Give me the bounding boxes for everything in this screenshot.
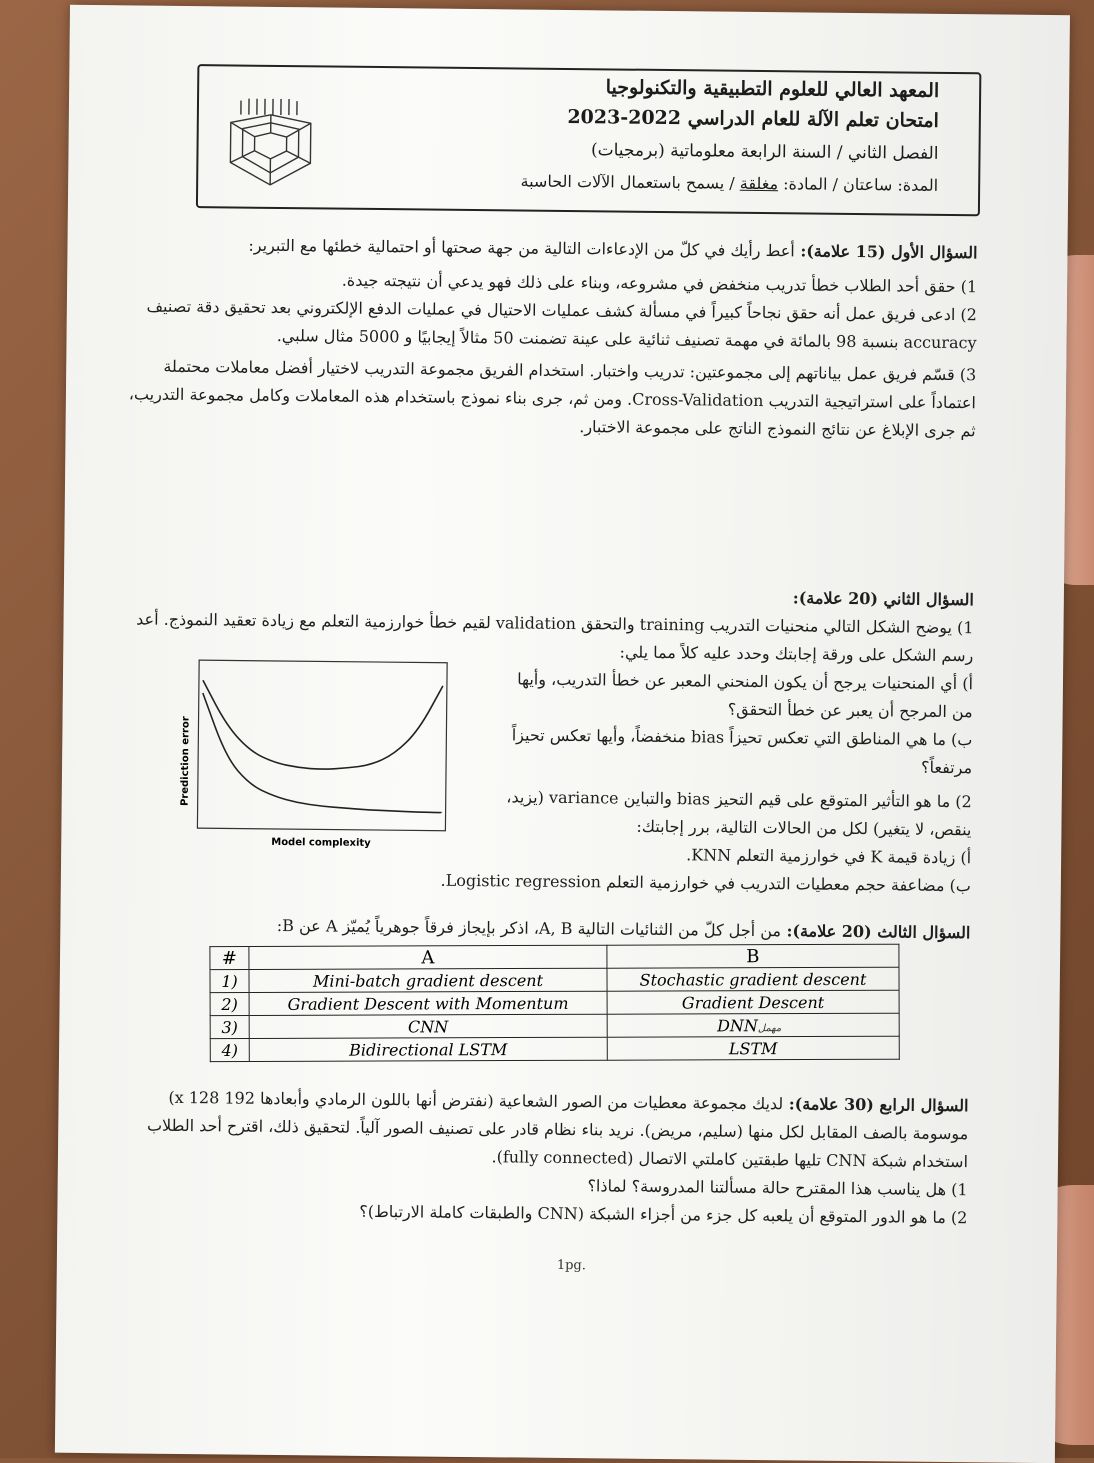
- q1-intro: أعط رأيك في كلّ من الإدعاءات التالية من جهة صحتها أو احتمالية خطئها مع التبرير:: [248, 236, 795, 261]
- table-header-row: [210, 944, 899, 969]
- chart-frame: [197, 660, 447, 831]
- table-cell-num: 4): [210, 1038, 249, 1061]
- chart-series-line-1: [202, 680, 443, 770]
- q2-heading: السؤال الثاني (20 علامة):: [114, 577, 974, 614]
- question-1: [116, 230, 978, 445]
- q2-item-2: 2) ما هو التأثير المتوقع على قيم التحيز bias والتباين variance (يزيد، ينقص، لا يتغير) لكل من الحالات التالية، برر إجابتك:: [501, 783, 972, 844]
- q4-item-1: 1) هل يناسب هذا المقترح حالة مسألتنا المدروسة؟ لماذا؟: [108, 1167, 968, 1204]
- exam-title: امتحان تعلم الآلة للعام الدراسي 2022-2023: [567, 106, 939, 132]
- duration-prefix: المدة: ساعتان / المادة:: [778, 174, 938, 195]
- q2-sub2-a: أ) زيادة قيمة K في خوارزمية التعلم KNN.: [501, 839, 971, 872]
- table-cell-num: 2): [210, 992, 249, 1015]
- question-3-intro: [110, 910, 970, 947]
- q2-subitems: [501, 665, 973, 872]
- table-cell-a: Bidirectional LSTM: [249, 1037, 607, 1061]
- page-number: 1pg.: [557, 1258, 586, 1273]
- table-cell-b: LSTM: [607, 1036, 899, 1060]
- table-header-b: B: [607, 944, 899, 968]
- table-cell-num: 3): [210, 1015, 249, 1038]
- comparison-table: [209, 944, 899, 1062]
- q2-sub-a: أ) أي المنحنيات يرجح أن يكون المنحني المعبر عن خطأ التدريب، وأيها من المرجح أن يعبر عن خطأ التحقق؟: [503, 665, 974, 726]
- chart-y-label: Prediction error: [180, 716, 192, 806]
- table-cell-a: Gradient Descent with Momentum: [249, 991, 607, 1015]
- q2-sub2-b: ب) مضاعفة حجم معطيات التدريب في خوارزمية التعلم Logistic regression.: [111, 863, 971, 900]
- duration-line: [520, 171, 938, 194]
- table-cell-b-text: DNN: [717, 1016, 758, 1035]
- institute-logo: [220, 92, 321, 193]
- q4-heading: السؤال الرابع (30 علامة):: [783, 1094, 969, 1115]
- exam-paper: [55, 5, 1070, 1463]
- q2-item-1: 1) يوضح الشكل التالي منحنيات التدريب training والتحقق validation لقيم خطأ خوارزمية التعلم مع زيادة تعقيد النموذج. أعد رسم الشكل على ورقة إجابتك وحدد عليه كلاً مما يلي:: [113, 605, 974, 670]
- table-cell-b: Gradient Descent: [607, 990, 899, 1014]
- q1-item-3: 3) قسّم فريق عمل بياناتهم إلى مجموعتين: تدريب واختبار. استخدام الفريق مجموعة التدريب لاختيار أفضل معاملات محتملة اعتماداً على استراتيجية التدريب Cross-Validation. ومن ثم، جرى بناء نموذج باستخدام هذه المعاملات وكامل مجموعة التدريب، ثم جرى الإبلاغ عن نتائج النموذج الناتج على مجموعة الاختبار.: [116, 352, 977, 445]
- exam-header-box: [196, 64, 981, 216]
- table-cell-b: [607, 1013, 899, 1037]
- q3-heading: السؤال الثالث (20 علامة):: [781, 921, 971, 942]
- table-row: [210, 1036, 899, 1061]
- table-row: [210, 967, 899, 992]
- semester-line: الفصل الثاني / السنة الرابعة معلوماتية (برمجيات): [591, 140, 939, 164]
- duration-suffix: / يسمح باستعمال الآلات الحاسبة: [520, 171, 739, 192]
- chart-svg: [179, 656, 451, 839]
- q1-item-1: 1) حقق أحد الطلاب خطأ تدريب منخفض في مشروعه، وبناء على ذلك فهو يدعي أن نتيجته جيدة.: [117, 264, 977, 301]
- table-cell-num: 1): [210, 969, 249, 992]
- duration-closed: مغلقة: [740, 174, 778, 193]
- table-header-a: A: [249, 945, 607, 969]
- table-header-num: #: [210, 946, 249, 969]
- table-cell-a: Mini-batch gradient descent: [249, 968, 607, 992]
- q3-intro: من أجل كلّ من الثنائيات التالية A, B، اذكر بإيجاز فرقاً جوهرياً يُميّز A عن B:: [277, 916, 781, 940]
- error-curve-chart: [179, 656, 451, 859]
- q1-heading: السؤال الأول (15 علامة):: [795, 241, 978, 262]
- table-row: [210, 1013, 899, 1038]
- chart-series-line-2: [202, 693, 443, 813]
- chart-x-label: Model complexity: [271, 837, 371, 849]
- table-cell-a: CNN: [249, 1014, 607, 1038]
- handwritten-note: مهمل: [758, 1023, 781, 1034]
- q4-intro: لديك مجموعة معطيات من الصور الشعاعية (نفترض أنها باللون الرمادي وأبعادها 192 x 128) موسومة بالصف المقابل لكل منها (سليم، مريض). نريد بناء نظام قادر على تصنيف الصور آلياً. لتحقيق ذلك، اقترح أحد الطلاب استخدام شبكة CNN تليها طبقتين كاملتي الاتصال (fully connected).: [147, 1088, 968, 1171]
- table-cell-b: Stochastic gradient descent: [607, 967, 899, 991]
- q1-intro-line: [117, 230, 977, 267]
- q2-sub-b: ب) ما هي المناطق التي تعكس تحيزاً bias منخفضاً، وأيها تعكس تحيزاً مرتفعاً؟: [502, 721, 973, 782]
- q1-item-2: 2) ادعى فريق عمل أنه حقق نجاحاً كبيراً في مسألة كشف عمليات الاحتيال في عمليات الدفع الإلكتروني بعد تحقيق دقة تصنيف accuracy بنسبة 98 بالمائة في مهمة تصنيف ثنائية على عينة تضمنت 50 مثالاً إيجابيًا و 5000 مثال سلبي.: [116, 292, 977, 357]
- institute-name: المعهد العالي للعلوم التطبيقية والتكنولوجيا: [606, 76, 940, 101]
- q4-item-2: 2) ما هو الدور المتوقع أن يلعبه كل جزء من أجزاء الشبكة (CNN والطبقات كاملة الارتباط)؟: [107, 1195, 967, 1232]
- question-4: [107, 1083, 968, 1232]
- table-row: [210, 990, 899, 1015]
